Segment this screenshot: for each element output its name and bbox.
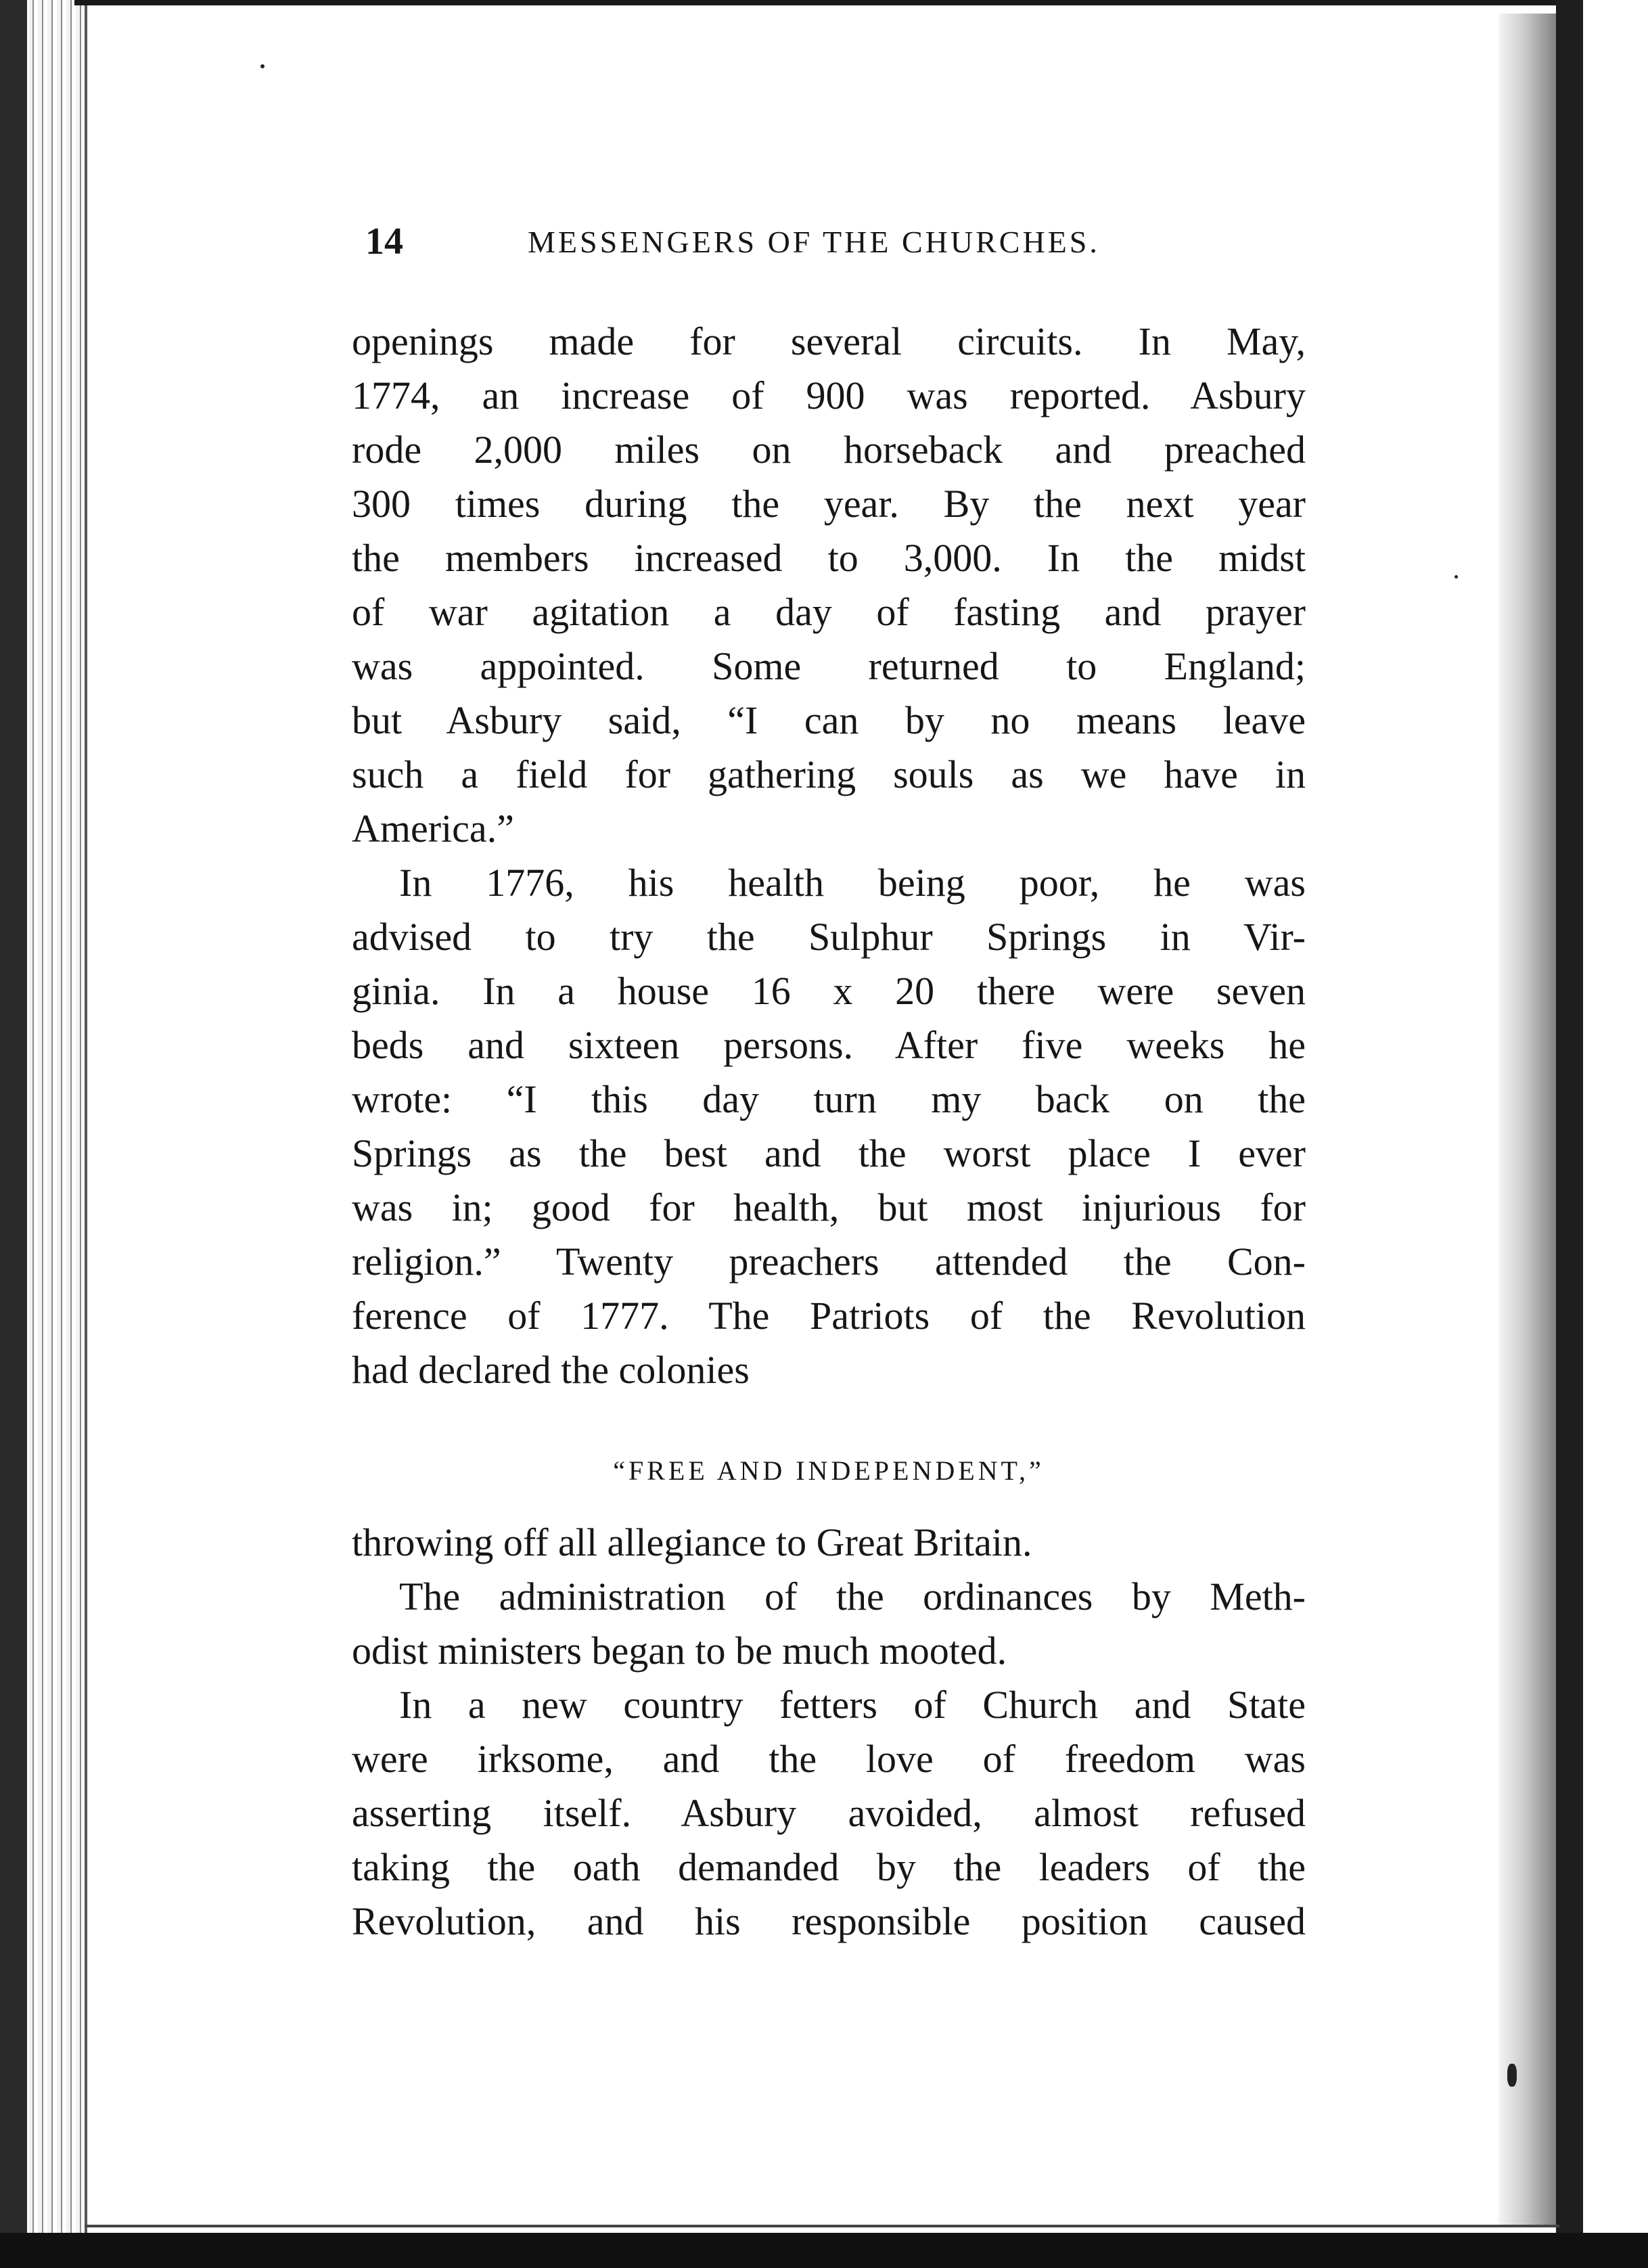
top-border bbox=[74, 0, 1563, 5]
text-line: beds and sixteen persons. After five weeks he bbox=[352, 1023, 1306, 1067]
text-line: asserting itself. Asbury avoided, almost refused bbox=[352, 1791, 1306, 1835]
facing-page-edge bbox=[1583, 0, 1648, 2233]
text-line: 300 times during the year. By the next year bbox=[352, 482, 1306, 526]
text-line: The administration of the ordinances by Meth- bbox=[399, 1574, 1306, 1618]
text-line: taking the oath demanded by the leaders of the bbox=[352, 1845, 1306, 1889]
text-line: openings made for several circuits. In May, bbox=[352, 319, 1306, 363]
text-line: In 1776, his health being poor, he was bbox=[399, 861, 1306, 905]
text-line: rode 2,000 miles on horseback and preached bbox=[352, 428, 1306, 472]
text-line: were irksome, and the love of freedom was bbox=[352, 1737, 1306, 1781]
text-line: ginia. In a house 16 x 20 there were seven bbox=[352, 969, 1306, 1013]
text-line: was in; good for health, but most injurious for bbox=[352, 1185, 1306, 1229]
ink-speck bbox=[1507, 2064, 1517, 2087]
running-head: MESSENGERS OF THE CHURCHES. bbox=[528, 225, 1100, 259]
ink-speck bbox=[260, 64, 265, 68]
text-line: of war agitation a day of fasting and prayer bbox=[352, 590, 1306, 634]
text-line: was appointed. Some returned to England; bbox=[352, 644, 1306, 688]
left-shadow bbox=[0, 0, 27, 2246]
text-line: odist ministers began to be much mooted. bbox=[352, 1629, 1007, 1673]
text-line: had declared the colonies bbox=[352, 1348, 750, 1392]
section-subheading: “FREE AND INDEPENDENT,” bbox=[613, 1455, 1045, 1486]
text-line: Revolution, and his responsible position caused bbox=[352, 1899, 1306, 1943]
bottom-scan-border bbox=[0, 2233, 1648, 2268]
text-line: such a field for gathering souls as we have in bbox=[352, 752, 1306, 796]
page-number: 14 bbox=[365, 221, 403, 263]
text-line: religion.” Twenty preachers attended the Con- bbox=[352, 1240, 1306, 1284]
text-line: the members increased to 3,000. In the midst bbox=[352, 536, 1306, 580]
text-line: but Asbury said, “I can by no means leave bbox=[352, 698, 1306, 742]
text-line: ference of 1777. The Patriots of the Revolution bbox=[352, 1294, 1306, 1338]
page-bottom-edge bbox=[85, 2225, 1559, 2227]
text-line: wrote: “I this day turn my back on the bbox=[352, 1077, 1306, 1121]
text-line: In a new country fetters of Church and State bbox=[399, 1683, 1306, 1727]
text-line: advised to try the Sulphur Springs in Vir- bbox=[352, 915, 1306, 959]
text-line: America.” bbox=[352, 807, 514, 850]
gutter-shadow bbox=[1556, 0, 1583, 2233]
text-line: 1774, an increase of 900 was reported. Asbury bbox=[352, 373, 1306, 417]
ink-speck bbox=[1455, 575, 1458, 579]
text-line: throwing off all allegiance to Great Britain. bbox=[352, 1520, 1032, 1564]
page-header bbox=[365, 220, 1177, 267]
text-line: Springs as the best and the worst place I ever bbox=[352, 1131, 1306, 1175]
